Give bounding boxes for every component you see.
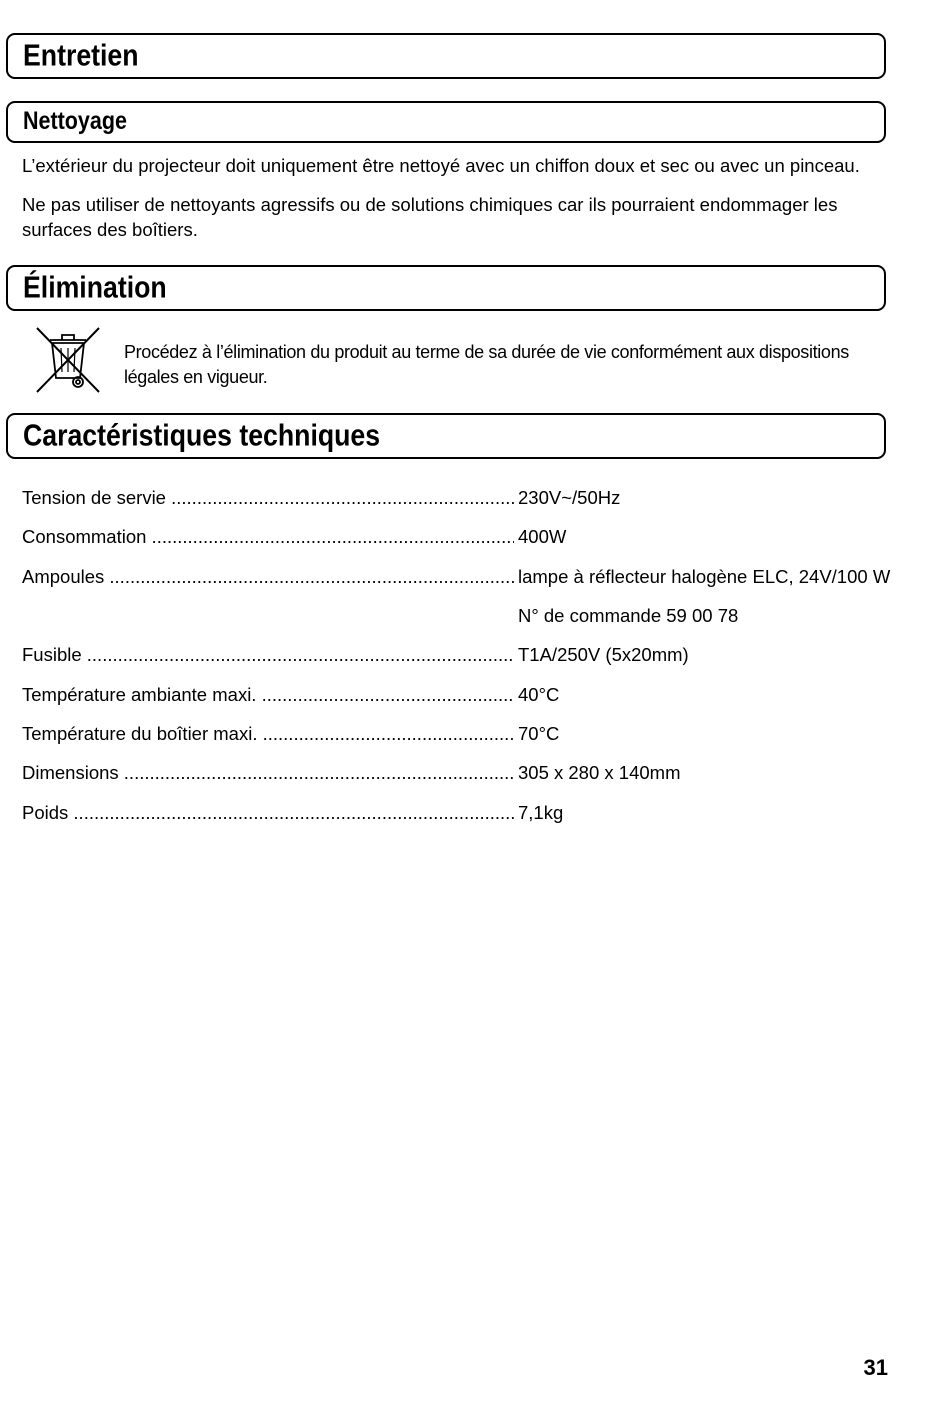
spec-value: 305 x 280 x 140mm (518, 762, 681, 783)
subsection-title: Nettoyage (23, 106, 127, 135)
spec-value: 230V~/50Hz (518, 487, 621, 508)
spec-row-consommation (22, 524, 890, 550)
elimination-text: Procédez à l’élimination du produit au terme de sa durée de vie conformément aux dispositions légales en vigueur. (124, 342, 849, 387)
spec-row-poids (22, 800, 890, 826)
section-title: Élimination (23, 269, 167, 305)
spec-label: Ampoules ..... (22, 564, 514, 590)
spec-label: Fusible ..... (22, 642, 514, 668)
spec-label: Poids ..... (22, 800, 514, 826)
spec-row-fusible (22, 642, 890, 668)
spec-value: T1A/250V (5x20mm) (518, 644, 689, 665)
spec-row-temperature-ambiante (22, 682, 890, 708)
crossed-out-wheelie-bin-icon (34, 326, 102, 394)
spec-value: 7,1kg (518, 802, 564, 823)
spec-row-ampoules-order (22, 603, 890, 629)
spec-label: Dimensions ..... (22, 760, 514, 786)
section-title: Entretien (23, 37, 139, 73)
section-header-entretien (6, 33, 886, 79)
spec-row-ampoules (22, 564, 890, 590)
subsection-header-nettoyage (6, 101, 886, 143)
spec-label: Consommation ..... (22, 524, 514, 550)
section-title: Caractéristiques techniques (23, 417, 381, 453)
spec-label: Tension de servie ..... (22, 485, 514, 511)
nettoyage-paragraph-2: Ne pas utiliser de nettoyants agressifs ou de solutions chimiques car ils pourraient endommager les surfaces des boîtiers. (22, 194, 838, 240)
spec-row-dimensions (22, 760, 890, 786)
spec-row-tension (22, 485, 890, 511)
spec-value: 400W (518, 526, 567, 547)
spec-value: lampe à réflecteur halogène ELC, 24V/100 W (518, 566, 891, 587)
spec-label: Température du boîtier maxi. ..... (22, 721, 514, 747)
spec-row-temperature-boitier (22, 721, 890, 747)
spec-value: N° de commande 59 00 78 (518, 605, 739, 626)
spec-label: Température ambiante maxi. ..... (22, 682, 514, 708)
spec-value: 40°C (518, 684, 560, 705)
page-number: 31 (863, 1355, 888, 1380)
section-header-elimination (6, 265, 886, 311)
section-header-caracteristiques (6, 413, 886, 459)
spec-value: 70°C (518, 723, 560, 744)
nettoyage-paragraph-1: L’extérieur du projecteur doit uniquement être nettoyé avec un chiffon doux et sec ou avec un pinceau. (22, 155, 860, 176)
